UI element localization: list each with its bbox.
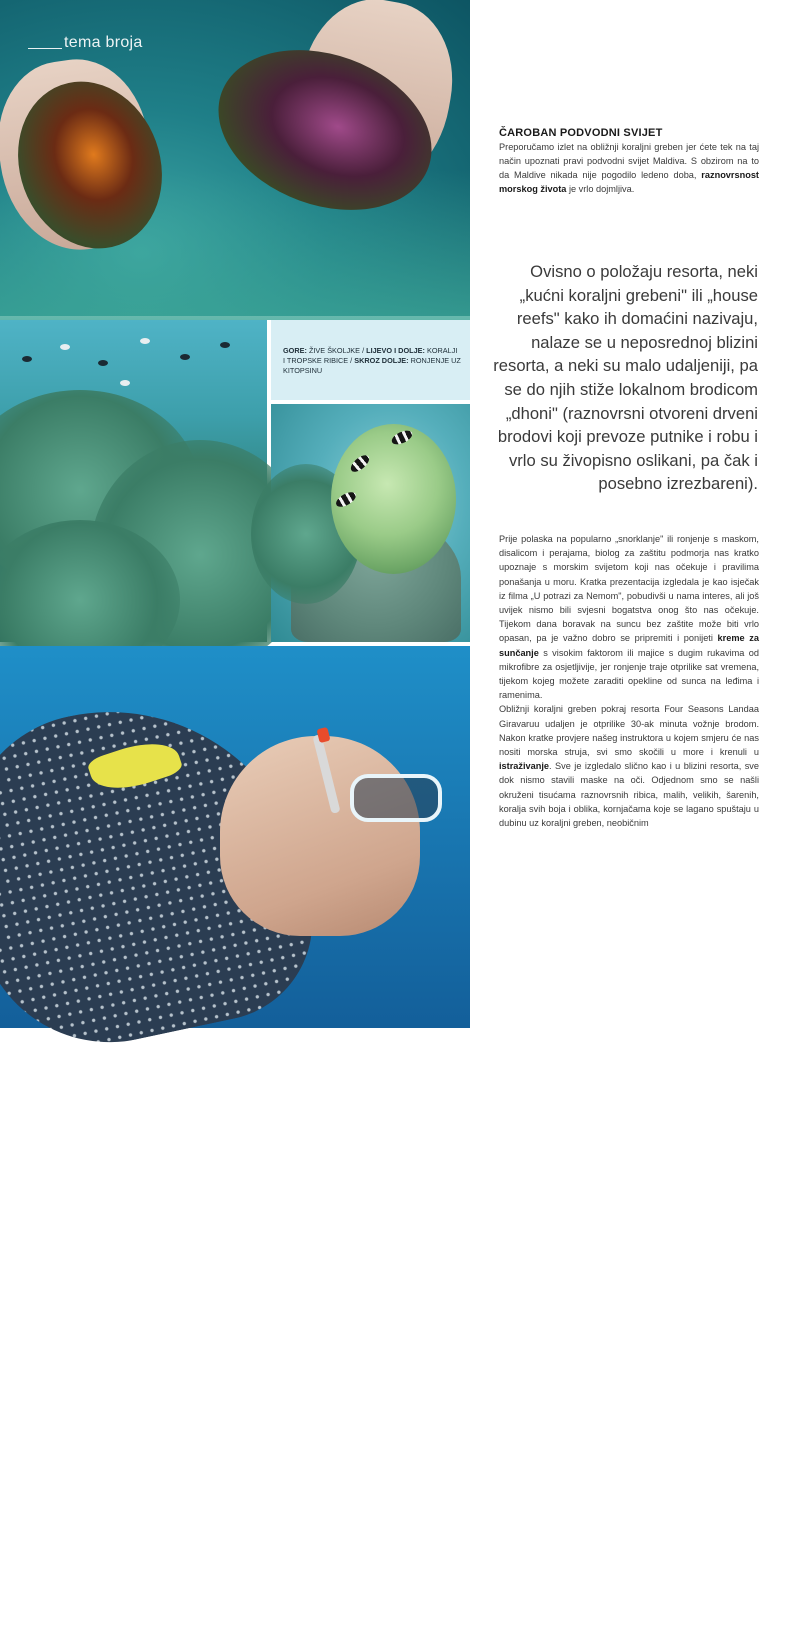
diving-mask [350,774,442,822]
photo-whale-shark-snorkel [0,646,470,1641]
fish [22,356,32,362]
intro-text: je vrlo dojmljiva. [566,184,635,194]
magazine-name: PUTOVANJA ZA DVOJE [52,1632,153,1641]
section-tag-rule [28,48,62,49]
body-text-run: s visokim faktorom ili majice s dugim rukavima od mikrofibre za osjetljivije, jer ronjenje traje otprilike sat vremena, tijekom kojeg možete zaraditi opekline od sunca na leđima i ramenima. [499,647,759,701]
body-text [499,532,759,830]
body-paragraph [499,532,759,702]
article-heading: ČAROBAN PODVODNI SVIJET [499,127,663,139]
body-highlight: istraživanje [499,761,550,772]
intro-text: Preporučamo izlet na obližnji koraljni greben jer ćete tek na taj način upoznati pravi podvodni svijet Maldiva. S obzirom na to da Maldive nikada nije pogodilo ledeno doba, [499,142,759,180]
page-number: 44 [36,1632,47,1641]
body-text-run: . Sve je izgledalo slično kao i u blizini resorta, sve dok nismo stavili maske na oči. Odjednom smo se našli okruženi tisućama raznovrsnih ribica, malih, velikih, šarenih, koralja svih boja i oblika, kornjačama koje se lagano spuštaju u dubinu uz koraljni greben, neobičnim [499,761,759,829]
body-text-run: Obližnji koraljni greben pokraj resorta Four Seasons Landaa Giravaruu udaljen je otprilike 30-ak minuta vožnje brodom. Nakon kratke provjere našeg instruktora u kojem smjeru će nas nositi morska struja, svi smo skočili u more i krenuli u [499,704,759,758]
intro-highlight: raznovrsnost morskog života [499,170,759,194]
caption-text: ŽIVE ŠKOLJKE / [306,346,367,355]
caption-text: RONJENJE UZ KITOPSINU [283,356,461,375]
body-highlight: kreme za sunčanje [499,633,759,658]
snorkel-tip [316,727,330,743]
caption-position-label: LIJEVO I DOLJE: [366,346,425,355]
fish [60,344,70,350]
photo-shells [0,0,470,316]
photo-coral-reef [0,320,267,642]
caption-text: KORALJI I TROPSKE RIBICE / [283,346,458,365]
fish [140,338,150,344]
intro-paragraph [499,140,759,196]
caption-position-label: GORE: [283,346,307,355]
photo-clownfish-coral [271,404,470,642]
page-footer [36,1632,153,1641]
photo-caption-box [271,320,470,400]
pull-quote: Ovisno o položaju resorta, neki „kućni koraljni grebeni" ili „house reefs" kako ih domaćini nazivaju, nalaze se u neposrednoj blizini resorta, a neki su malo udaljeniji, pa se do njih stiže lokalnom brodicom „dhoni" (raznovrsni otvoreni drveni brodovi koji prevoze putnike i robu i vrlo su živopisno oslikani, pa čak i posebno izrezbareni). [493,262,758,494]
section-tag: tema broja [64,34,143,51]
body-paragraph [499,702,759,830]
fish [120,380,130,386]
caption-position-label: SKROZ DOLJE: [354,356,409,365]
fish [98,360,108,366]
photo-caption [283,346,461,376]
body-text-run: Prije polaska na popularno „snorklanje" ili ronjenje s maskom, disalicom i perajama, biolog za zaštitu podmorja nas kratko upoznaje s morskim svijetom koji nas očekuje i pravilima ponašanja u moru. Kratka prezentacija izgledala je kao isječak iz filma „U potrazi za Nemom", pobudivši u nama interes, ali još uvijek nismo bili svjesni bogatstva onog što nas očekuje. Tijekom dana boravak na suncu bez zaštite može biti vrlo opasan, pa je važno dobro se pripremiti i ponijeti [499,534,759,644]
fish [180,354,190,360]
fish [220,342,230,348]
